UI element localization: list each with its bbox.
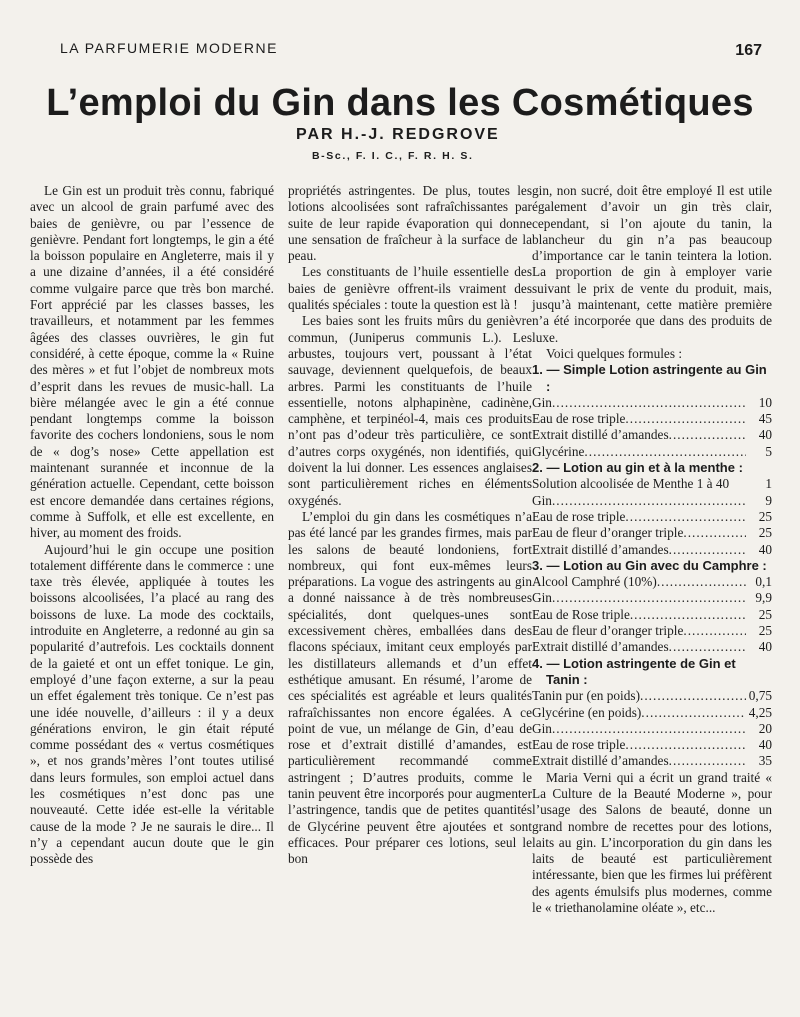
formula-row [532,427,772,443]
ingredient-quantity: 35 [758,753,772,769]
formula-row [532,444,772,460]
formula-block [532,558,772,656]
ingredient-quantity: 0,1 [755,574,772,590]
dot-leader [657,574,746,590]
ingredient-name: Extrait distillé d’amandes [532,427,669,443]
ingredient-quantity: 25 [758,606,772,622]
formula-heading: 2. — Lotion au gin et à la menthe : [532,460,743,476]
dot-leader [584,444,746,460]
dot-leader [683,623,746,639]
ingredient-name: Eau de rose triple [532,508,626,524]
paragraph: gin, non sucré, doit être employé Il est utile également d’avoir un gin très clair, cependant, si l’on ajoute du tanin, la blancheur du gin n’a pas beaucoup d’importance car le tanin teintera la lotion. La proportion de gin à employer varie suivant le prix de vente du produit, mais, jusqu’à maintenant, cette matière première n’a été incorporée que dans des produits de luxe. [532,183,772,345]
paragraph: Les baies sont les fruits mûrs du genièvre commun, (Juniperus communis L.). Les arbustes, toujours vert, poussant à l’état sauvage, deviennent quelquefois, de beaux arbres. Parmi les constituants de l’huile essentielle, notons alphapinène, cadinène, camphène, et terpinéol-4, mais ces produits n’ont pas d’odeur très particulière, ce sont d’autres corps oxygénés, non identifiés, qui doivent la lui donner. Les essences anglaises sont particulièrement riches en éléments oxygénés. [288,313,532,508]
page-number: 167 [735,42,762,59]
author-credentials: B-Sc., F. I. C., F. R. H. S. [312,150,474,162]
ingredient-quantity: 25 [758,525,772,541]
ingredient-quantity: 25 [758,623,772,639]
ingredient-name: Eau de rose triple [532,737,626,753]
formula-row [532,590,772,606]
ingredient-name: Glycérine (en poids) [532,704,642,720]
formula-row [532,737,772,753]
ingredient-quantity: 40 [758,427,772,443]
ingredient-quantity: 5 [765,443,772,459]
formula-row [532,639,772,655]
dot-leader [625,411,746,427]
ingredient-quantity: 20 [758,720,772,736]
ingredient-quantity: 40 [758,541,772,557]
text-column-1 [30,183,274,867]
dot-leader [625,509,746,525]
formula-row [532,721,772,737]
article-byline: PAR H.-J. REDGROVE [296,126,500,143]
paragraph: Les constituants de l’huile essentielle des baies de genièvre offrent-ils vraiment des qualités spéciales : toute la question est là ! [288,264,532,313]
paragraph: Maria Verni qui a écrit un grand traité « La Culture de la Beauté Moderne », pour l’usage des Salons de beauté, donne un grand nombre de recettes pour des lotions, laits au gin. L’incorporation du gin dans les laits de beauté est particulièrement intéressante, bien que les firmes lui préfèrent des agents émulsifs plus modernes, comme le « triethanolamine oléate », etc... [532,769,772,916]
ingredient-name: Extrait distillé d’amandes [532,753,669,769]
ingredient-name: Gin [532,492,552,508]
formula-heading: 1. — Simple Lotion astringente au Gin : [532,362,767,394]
dot-leader [552,721,746,737]
formula-row [532,574,772,590]
ingredient-quantity: 40 [758,639,772,655]
formula-row [532,542,772,558]
formula-row [532,476,772,492]
ingredient-name: Tanin pur (en poids) [532,688,641,704]
dot-leader [640,688,746,704]
ingredient-quantity: 9,9 [755,590,772,606]
dot-leader [669,639,746,655]
dot-leader [552,493,746,509]
ingredient-quantity: 9 [765,492,772,508]
ingredient-name: Eau de fleur d’oranger triple [532,623,684,639]
formula-row [532,753,772,769]
text-column-2 [288,183,532,867]
ingredient-quantity: 40 [758,737,772,753]
formula-row [532,688,772,704]
formula-row [532,525,772,541]
ingredient-name: Gin [532,590,552,606]
article-title: L’emploi du Gin dans les Cosmétiques [46,82,754,124]
formula-row [532,493,772,509]
ingredient-quantity: 25 [758,508,772,524]
dot-leader [630,607,746,623]
ingredient-name: Eau de rose triple [532,411,626,427]
ingredient-quantity: 45 [758,411,772,427]
ingredient-name: Glycérine [532,443,585,459]
text-column-3 [532,183,772,916]
ingredient-quantity: 0,75 [748,688,772,704]
paragraph: L’emploi du gin dans les cosmétiques n’a pas été lancé par les grandes firmes, mais par les salons de beauté londoniens, fort nombreux, qui font eux-mêmes leurs préparations. La vogue des astringents au gin a donné naissance à de très nombreuses spécialités, dont quelques-unes sont excessivement chères, emballées dans des flacons spéciaux, imitant ceux employés par les distillateurs allemands et d’un effet esthétique amusant. En résumé, l’arome de ces spécialités est agréable et leurs qualités rafraîchissantes non encore égalées. A ce point de vue, un mélange de Gin, d’eau de rose et d’extrait distillé d’amandes, est particulièrement recommandé comme astringent ; D’autres produits, comme le tanin peuvent être incorporés pour augmenter l’astringence, tandis que de petites quantités de Glycérine peuvent être ajoutées et sont efficaces. Pour préparer ces lotions, seul le bon [288,508,532,867]
dot-leader [683,525,746,541]
paragraph: propriétés astringentes. De plus, toutes les lotions alcoolisées sont rafraîchissantes par suite de leur rapide évaporation qui donne une sensation de fraîcheur à la surface de la peau. [288,183,532,264]
paragraph: Voici quelques formules : [546,345,683,361]
ingredient-quantity: 1 [765,476,772,492]
paragraph: Le Gin est un produit très connu, fabriqué avec un alcool de grain parfumé avec des baies de genièvre, ou par l’essence de genièvre. Pendant fort longtemps, le gin a été la boisson populaire en Angleterre, mais il y a une dizaine d’années, il a été considéré comme vulgaire parce que très bon marché. Fort apprécié par les classes basses, les travailleurs, et notamment par les femmes âgées des classes ouvrières, le gin fut considéré, à cette époque, comme la « Ruine des mères » et fut l’objet de nombreux mots d’esprit dans les revues de music-hall. La bière mélangée avec le gin a été connue pendant longtemps comme la boisson favorite des cochers londoniens, sous le nom de « dog’s nose» Cette appellation est maintenant surannée et inconnue de la génération actuelle. Cependant, cette boisson est encore demandée dans certaines régions, comme à Suffolk, et elle est excellente, en hiver, au moment des froids. [30,183,274,541]
formula-block [532,656,772,770]
dot-leader [552,395,746,411]
dot-leader [641,705,746,721]
dot-leader [669,427,746,443]
ingredient-name: Alcool Camphré (10%) [532,574,657,590]
dot-leader [625,737,746,753]
dot-leader [669,753,746,769]
ingredient-name: Solution alcoolisée de Menthe 1 à 40 [532,476,730,492]
formula-block [532,460,772,558]
dot-leader [552,590,746,606]
ingredient-name: Extrait distillé d’amandes [532,639,669,655]
formula-heading: 4. — Lotion astringente de Gin et Tanin : [532,655,736,687]
ingredient-name: Gin [532,720,552,736]
ingredient-name: Eau de Rose triple [532,606,630,622]
ingredient-name: Gin [532,394,552,410]
formula-row [532,411,772,427]
ingredient-quantity: 10 [758,394,772,410]
formula-block [532,362,772,460]
running-head: LA PARFUMERIE MODERNE [60,40,278,56]
paragraph: Aujourd’hui le gin occupe une position totalement différente dans le commerce : une taxe très élevée, appliquée à toutes les boissons alcoolisées, l’a placé au rang des boissons de luxe. La mode des cocktails, introduite en Angleterre, a redonné au gin sa popularité d’autrefois. Les cocktails donnent de la gaieté et ont un effet tonique. Le gin, employé d’une façon externe, a sur la peau un effet également très tonique. Ce n’est pas une idée nouvelle, d’ailleurs : il y a deux générations environ, le gin était réputé comme possédant des « vertus cosmétiques », et nos grands’mères l’ont toutes utilisé dans leurs formules, son emploi actuel dans les cosmétiques n’est donc pas une nouveauté. Cette idée est-elle la véritable cause de la mode ? Je ne saurais le dire... Il n’y a cependant aucun doute que le gin possède des [30,541,274,867]
formula-row [532,705,772,721]
ingredient-quantity: 4,25 [748,704,772,720]
formula-row [532,607,772,623]
ingredient-name: Extrait distillé d’amandes [532,541,669,557]
formula-heading: 3. — Lotion au Gin avec du Camphre : [532,557,767,573]
formula-row [532,395,772,411]
dot-leader [669,542,746,558]
ingredient-name: Eau de fleur d’oranger triple [532,525,684,541]
formula-row [532,623,772,639]
formula-row [532,509,772,525]
